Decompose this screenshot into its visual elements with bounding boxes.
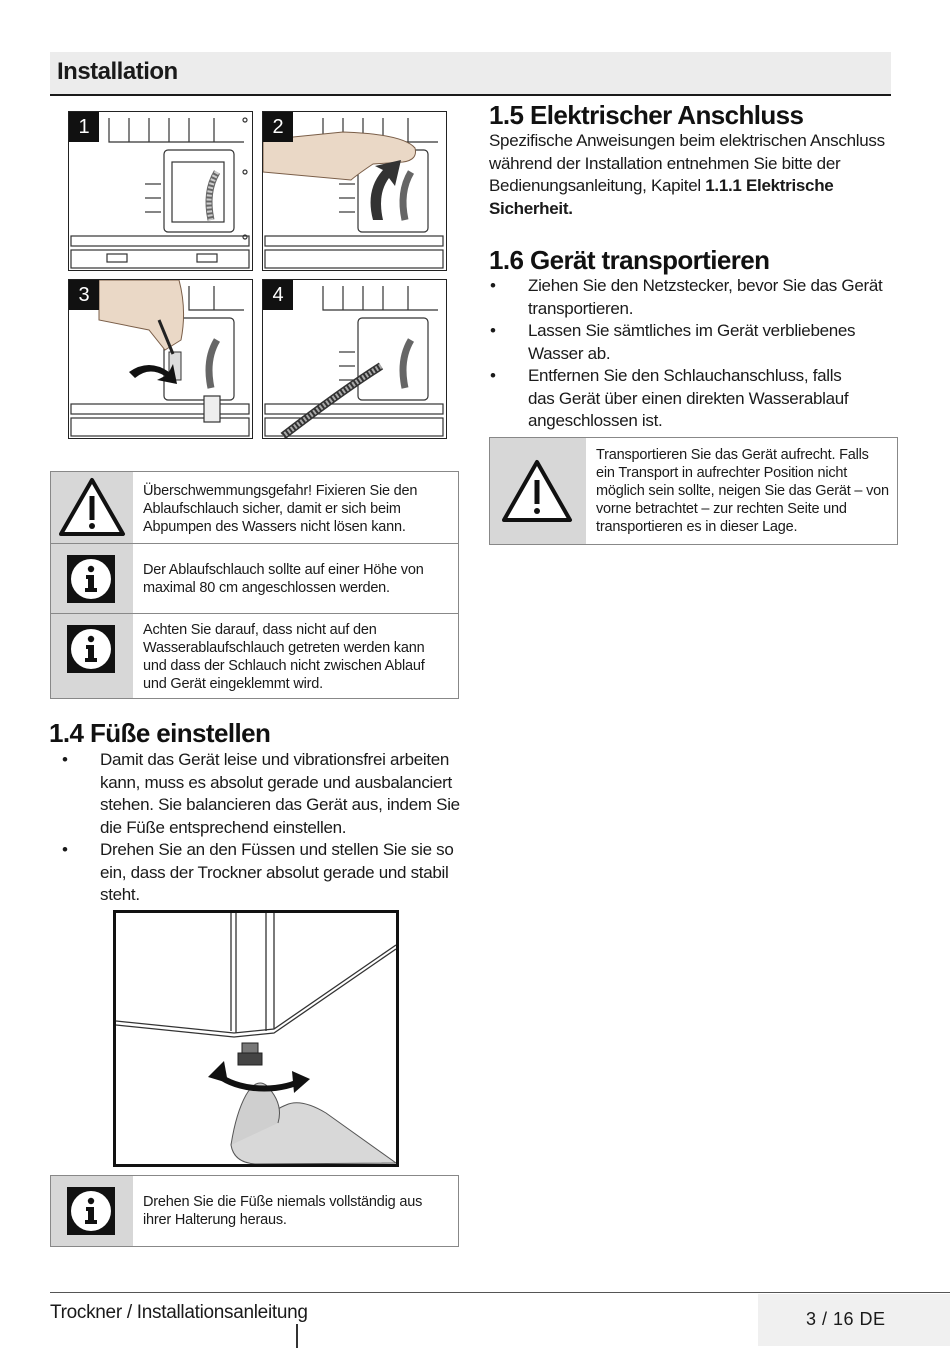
list-item-text: Drehen Sie an den Füssen und stellen Sie sie so ein, dass der Trockner absolut gerade und stabil steht. <box>100 840 454 904</box>
list-item-text: Damit das Gerät leise und vibrationsfrei arbeiten kann, muss es absolut gerade und ausbalanciert stehen. Sie balancieren das Gerät aus, indem Sie die Füße entsprechend einstellen. <box>100 750 460 837</box>
warning-icon <box>51 472 133 543</box>
footer-divider <box>50 1292 950 1293</box>
footer-document-title: Trockner / Installationsanleitung <box>50 1302 308 1323</box>
note-row-info <box>51 613 458 698</box>
step-figure-2 <box>262 111 447 271</box>
bullet-marker: • <box>490 366 496 385</box>
note-icon-cell <box>51 472 133 543</box>
list-item-text: Lassen Sie sämtliches im Gerät verbliebenes Wasser ab. <box>528 321 856 363</box>
note-row-info <box>51 1176 458 1246</box>
foot-adjust-illustration <box>116 913 396 1164</box>
step-number: 2 <box>263 112 293 142</box>
note-text: Überschwemmungsgefahr! Fixieren Sie den Ablaufschlauch sicher, damit er sich beim Abpumpen des Wassers nicht lösen kann. <box>143 483 418 535</box>
bullet-marker: • <box>62 750 68 769</box>
note-text: Drehen Sie die Füße niemals vollständig aus ihrer Halterung heraus. <box>143 1194 423 1228</box>
info-icon <box>51 1176 133 1246</box>
feet-note <box>50 1175 459 1247</box>
list-item-text: Ziehen Sie den Netzstecker, bevor Sie das Gerät transportieren. <box>528 276 883 318</box>
page-number: 3 / 16 DE <box>806 1309 886 1329</box>
note-icon-cell <box>490 438 586 544</box>
section-1-6-title: 1.6 Gerät transportieren <box>489 245 770 275</box>
step-number: 3 <box>69 280 99 310</box>
section-1-5-text <box>489 130 889 220</box>
foot-adjust-figure <box>113 910 399 1167</box>
step-number: 4 <box>263 280 293 310</box>
note-icon-cell <box>51 614 133 698</box>
note-row-info <box>51 543 458 614</box>
chapter-reference: 1.1.1 Elektrische Sicherheit. <box>489 176 834 218</box>
footer-marker <box>296 1324 298 1348</box>
note-text: Achten Sie darauf, dass nicht auf den Wasserablaufschlauch getreten werden kann und dass der Schlauch nicht zwischen Ablauf und Gerät eingeklemmt wird. <box>143 622 425 692</box>
note-text: Der Ablaufschlauch sollte auf einer Höhe von maximal 80 cm angeschlossen werden. <box>143 562 424 596</box>
step-figure-4 <box>262 279 447 439</box>
note-row-warning <box>490 438 897 544</box>
bullet-marker: • <box>62 840 68 859</box>
section-1-4-title: 1.4 Füße einstellen <box>49 718 271 748</box>
note-icon-cell <box>51 544 133 614</box>
step-figure-1 <box>68 111 253 271</box>
notes-table <box>50 471 459 699</box>
note-row-warning <box>51 472 458 543</box>
page-title: Installation <box>57 58 178 85</box>
warning-icon <box>490 438 586 544</box>
bullet-marker: • <box>490 321 496 340</box>
transport-note <box>489 437 898 545</box>
step-figure-3 <box>68 279 253 439</box>
paragraph-text: Spezifische Anweisungen beim elektrischen Anschluss während der Installation entnehmen Sie bitte der Bedienungsanleitung, Kapitel <box>489 131 885 195</box>
note-icon-cell <box>51 1176 133 1246</box>
note-text: Transportieren Sie das Gerät aufrecht. Falls ein Transport in aufrechter Position nicht möglich sein sollte, neigen Sie das Gerät – von vorne betrachtet – zur rechten Seite und transportieren es in dieser Lage. <box>596 447 889 535</box>
step-number: 1 <box>69 112 99 142</box>
list-item-text: Entfernen Sie den Schlauchanschluss, falls das Gerät über einen direkten Wasserablauf angeschlossen ist. <box>528 366 849 430</box>
bullet-marker: • <box>490 276 496 295</box>
info-icon <box>51 544 133 614</box>
section-1-5-title: 1.5 Elektrischer Anschluss <box>489 100 804 130</box>
info-icon <box>51 614 133 684</box>
